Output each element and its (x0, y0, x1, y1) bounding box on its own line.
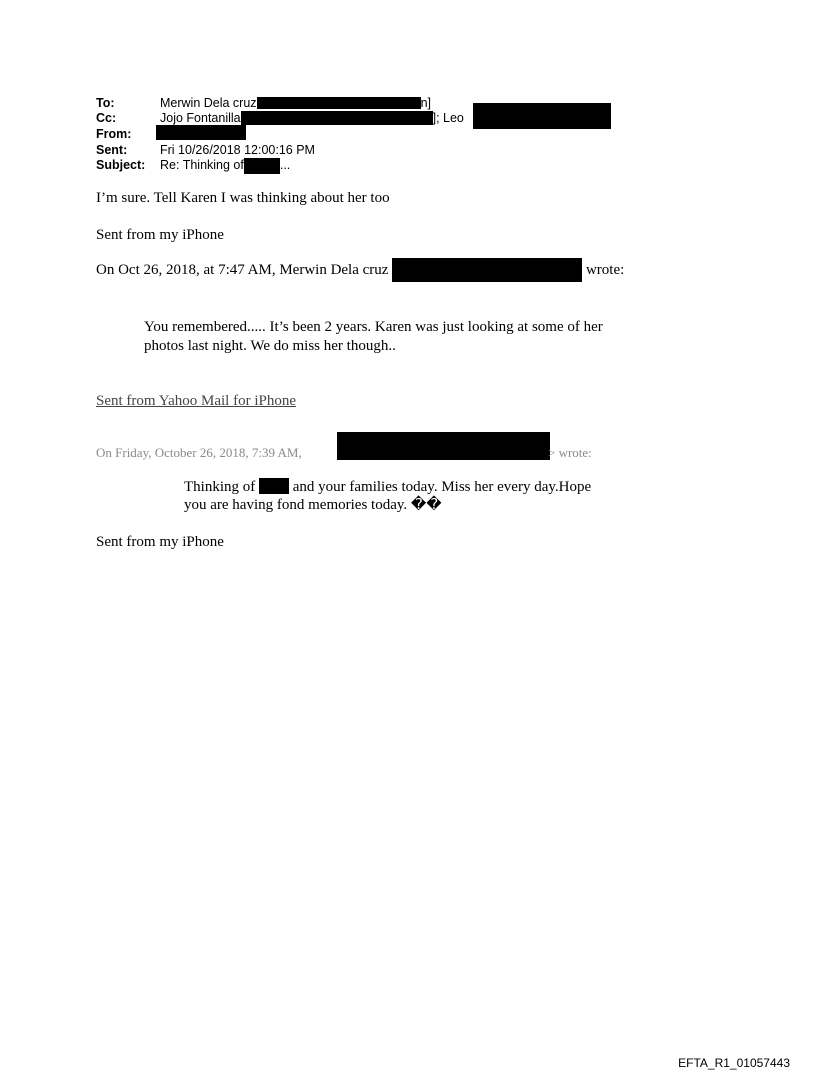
quote-wrote: wrote: (585, 262, 625, 278)
quote-intro-2: On Friday, October 26, 2018, 7:39 AM, (96, 445, 302, 460)
to-row (96, 96, 431, 111)
quoted-line-2 (184, 478, 591, 496)
cc-row (96, 111, 464, 126)
quote-wrote-2: > wrote: (548, 445, 592, 460)
subject-label: Subject: (96, 158, 146, 172)
redaction-block (241, 111, 433, 125)
cc-mid: ]; Leo (432, 111, 464, 125)
to-label: To: (96, 96, 115, 110)
cc-label: Cc: (96, 111, 117, 125)
quote-header-2 (96, 444, 302, 462)
quoted-text-a: Thinking of (184, 479, 256, 495)
redaction-block (244, 158, 280, 174)
from-row (96, 127, 160, 142)
redaction-block (257, 97, 421, 109)
cc-value: Jojo Fontanilla (160, 111, 241, 125)
signature: Sent from my iPhone (96, 227, 224, 243)
subject-tail: ... (279, 158, 291, 172)
to-value: Merwin Dela cruz (160, 96, 257, 110)
subject-row (96, 158, 290, 174)
document-id: EFTA_R1_01057443 (678, 1056, 790, 1070)
quoted-text-b: and your families today. Miss her every day.Hope (292, 479, 592, 495)
to-tail: n] (420, 96, 431, 110)
quote-intro: On Oct 26, 2018, at 7:47 AM, Merwin Dela cruz (96, 262, 389, 278)
redaction-block (473, 103, 611, 129)
quote-header (96, 261, 624, 282)
redaction-block (337, 432, 550, 460)
redaction-block (259, 478, 289, 494)
reply-text: I’m sure. Tell Karen I was thinking about her too (96, 190, 390, 206)
signature-2: Sent from my iPhone (96, 534, 224, 550)
quoted-line: photos last night. We do miss her though.. (144, 338, 396, 354)
quoted-line-3: you are having fond memories today. �� (184, 497, 442, 513)
sent-label: Sent: (96, 143, 128, 157)
redaction-block (392, 258, 582, 282)
sent-row (96, 143, 315, 158)
subject-value: Re: Thinking of (160, 158, 244, 172)
yahoo-mail-link[interactable]: Sent from Yahoo Mail for iPhone (96, 393, 296, 409)
from-label: From: (96, 127, 132, 141)
sent-value: Fri 10/26/2018 12:00:16 PM (160, 143, 315, 157)
redaction-block (156, 125, 246, 140)
quoted-line: You remembered..... It’s been 2 years. Karen was just looking at some of her (144, 319, 603, 335)
